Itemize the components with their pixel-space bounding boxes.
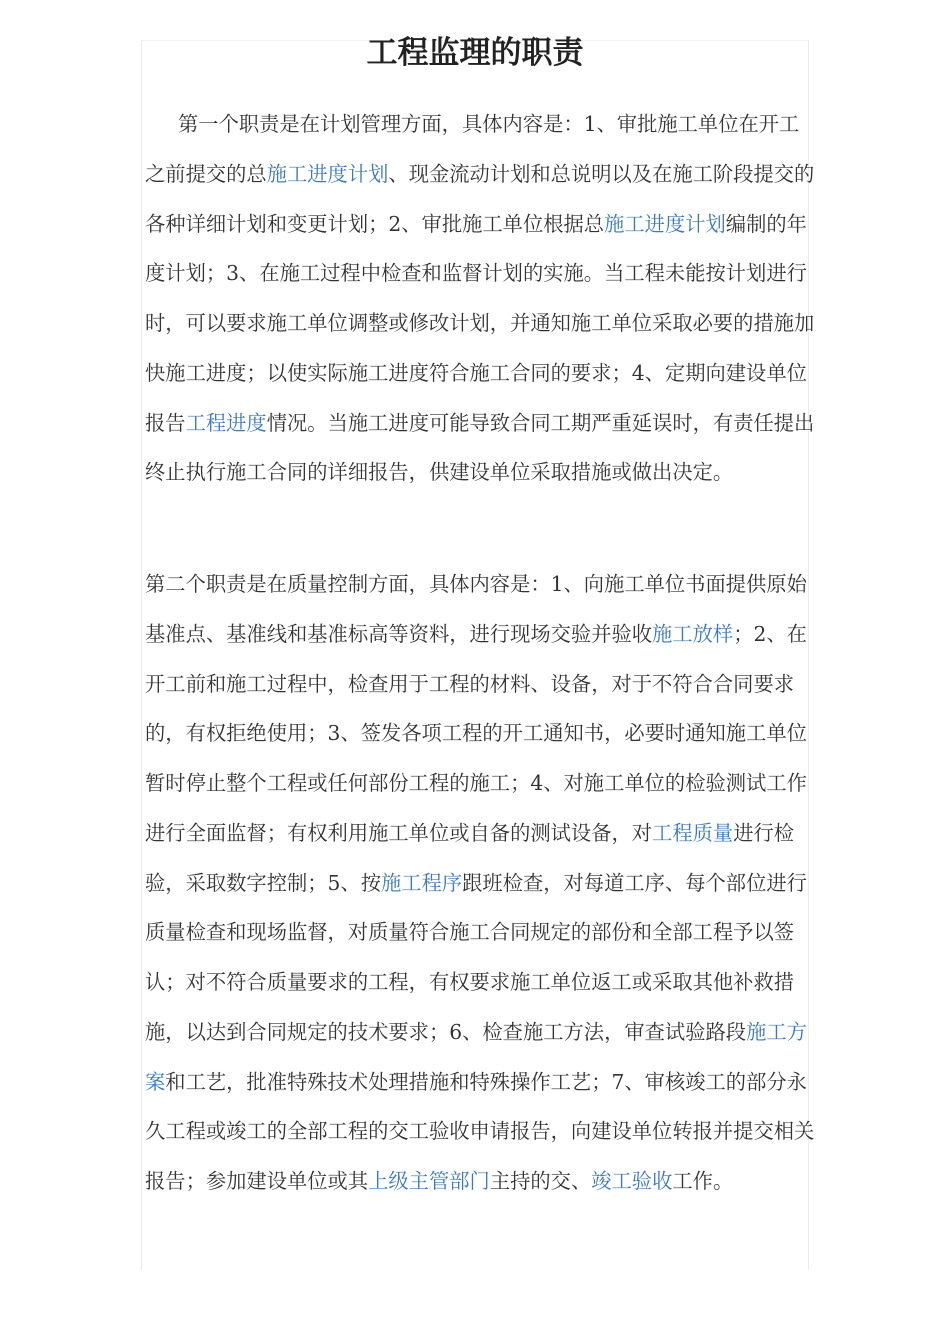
link-construction-schedule[interactable]: 施工进度计划: [604, 211, 726, 236]
link-completion-acceptance[interactable]: 竣工验收: [591, 1169, 673, 1193]
link-construction-plan[interactable]: 施工方案: [145, 1019, 807, 1094]
text-segment: 跟班检查，对每道工序、每个部位进行质量检查和现场监督，对质量符合施工合同规定的部份和全部工程予以签认；对不符合质量要求的工程，有权要求施工单位返工或采取其他补救措施，以达到合同规定的技术要求；6、检查施工方法，审查试验路段: [145, 870, 807, 1044]
link-construction-layout[interactable]: 施工放样: [652, 621, 734, 646]
paragraph-plan-management: [145, 100, 819, 498]
link-project-quality[interactable]: 工程质量: [652, 820, 734, 845]
page-title: 工程监理的职责: [366, 35, 584, 71]
text-segment: 和工艺，批准特殊技术处理措施和特殊操作工艺；7、审核竣工的部分永久工程或竣工的全部工程的交工验收申请报告，向建设单位转报并提交相关报告；参加建设单位或其: [145, 1069, 815, 1193]
text-segment: ；2、在开工前和施工过程中，检查用于工程的材料、设备，对于不符合合同要求的，有权拒绝使用；3、签发各项工程的开工通知书，必要时通知施工单位暂时停止整个工程或任何部份工程的施工；4、对施工单位的检验测试工作进行全面监督；有权利用施工单位或自备的测试设备，对: [145, 621, 807, 845]
link-superior-department[interactable]: 上级主管部门: [368, 1169, 490, 1193]
paragraph-quality-control: [145, 560, 819, 1207]
text-segment: 情况。当施工进度可能导致合同工期严重延误时，有责任提出终止执行施工合同的详细报告，供建设单位采取措施或做出决定。: [145, 410, 815, 485]
link-construction-schedule[interactable]: 施工进度计划: [266, 161, 389, 186]
text-segment: 第一个职责是在计划管理方面，具体内容是：1、审批施工单位在开工之前提交的总: [145, 112, 800, 186]
link-project-progress[interactable]: 工程进度: [185, 410, 267, 435]
text-segment: 、现金流动计划和总说明以及在施工阶段提交的各种详细计划和变更计划；2、审批施工单位根据总: [145, 161, 815, 236]
link-construction-procedure[interactable]: 施工程序: [381, 870, 463, 895]
text-segment: 第二个职责是在质量控制方面，具体内容是：1、向施工单位书面提供原始基准点、基准线和基准标高等资料，进行现场交验并验收: [145, 572, 807, 646]
text-segment: 编制的年度计划；3、在施工过程中检查和监督计划的实施。当工程未能按计划进行时，可以要求施工单位调整或修改计划，并通知施工单位采取必要的措施加快施工进度；以使实际施工进度符合施工合同的要求；4、定期向建设单位报告: [145, 211, 815, 435]
text-segment: 进行检验，采取数字控制；5、按: [145, 820, 795, 895]
text-segment: 工作。: [672, 1169, 734, 1193]
text-segment: 主持的交、: [489, 1169, 592, 1193]
